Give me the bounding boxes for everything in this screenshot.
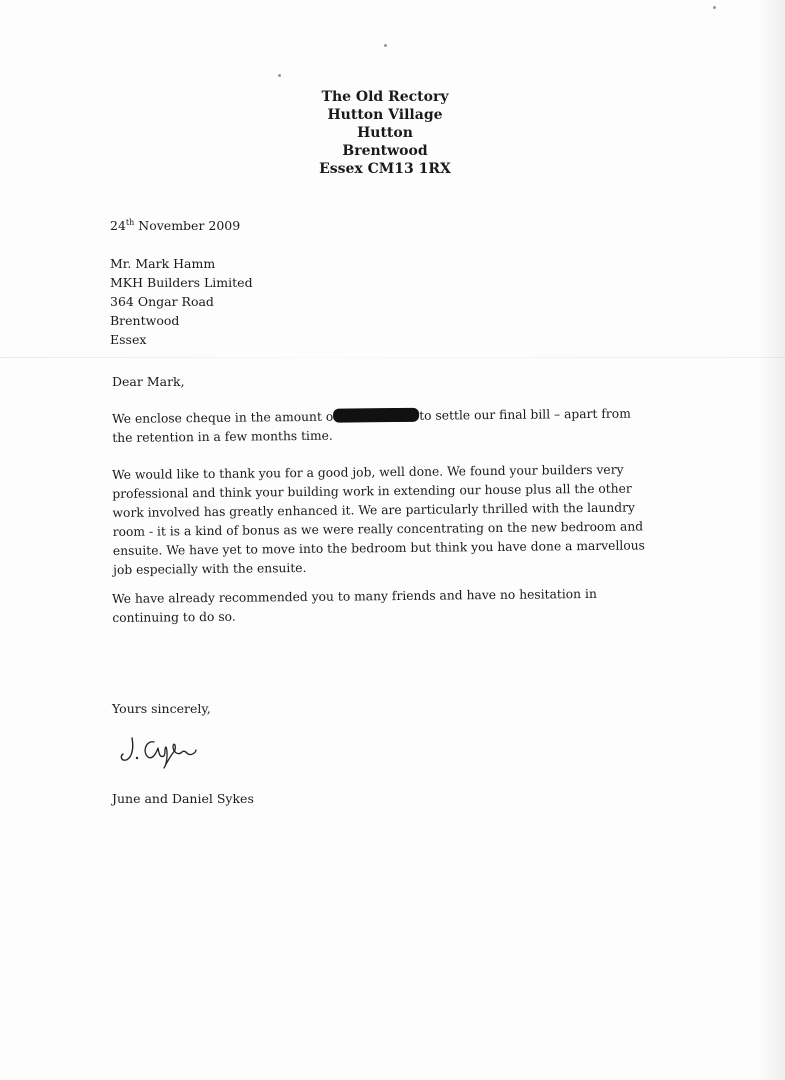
signatories: June and Daniel Sykes [112, 791, 254, 806]
scan-speck [278, 74, 281, 77]
date-rest: November 2009 [138, 218, 241, 234]
recipient-name: Mr. Mark Hamm [110, 256, 216, 271]
sender-address-line: Hutton Village [327, 107, 443, 123]
body-paragraph-3: We have already recommended you to many friends and have no hesitation in continuing to do so. [112, 586, 597, 625]
body-paragraph-2: We would like to thank you for a good job, well done. We found your builders very professional and think your building work in extending our house plus all the other work involved has greatly enhanced it. We are particularly thrilled with the laundry room - it is a kind of bonus as we were really concentrating on the new bedroom and ensuite. We have yet to move into the bedroom but think you have done a marvellous job especially with the ensuite. [112, 462, 645, 577]
recipient-town: Brentwood [110, 313, 180, 328]
date-day: 24 [110, 218, 126, 234]
recipient-address [110, 254, 253, 349]
fold-line [0, 357, 785, 358]
sender-address-line: Essex CM13 1RX [319, 161, 451, 177]
sender-address [255, 88, 515, 178]
scan-speck [384, 44, 387, 47]
sender-address-line: The Old Rectory [321, 89, 449, 105]
sender-address-line: Hutton [357, 125, 413, 141]
recipient-company: MKH Builders Limited [110, 275, 253, 290]
closing: Yours sincerely, [112, 701, 211, 716]
paragraph-1-end: to settle our final bill – apart from the retention in a few months time. [112, 406, 631, 445]
scan-speck [713, 6, 716, 9]
recipient-county: Essex [110, 332, 147, 347]
redaction-block [333, 408, 419, 423]
page-edge-shadow [757, 0, 785, 1080]
salutation: Dear Mark, [112, 374, 185, 389]
recipient-street: 364 Ongar Road [110, 294, 214, 309]
date-suffix: th [125, 218, 135, 227]
body-paragraph-1 [112, 404, 652, 448]
handwritten-signature [118, 730, 218, 770]
letter-date [110, 218, 240, 233]
sender-address-line: Brentwood [342, 143, 428, 159]
paragraph-1-start: We enclose cheque in the amount o [112, 409, 334, 426]
